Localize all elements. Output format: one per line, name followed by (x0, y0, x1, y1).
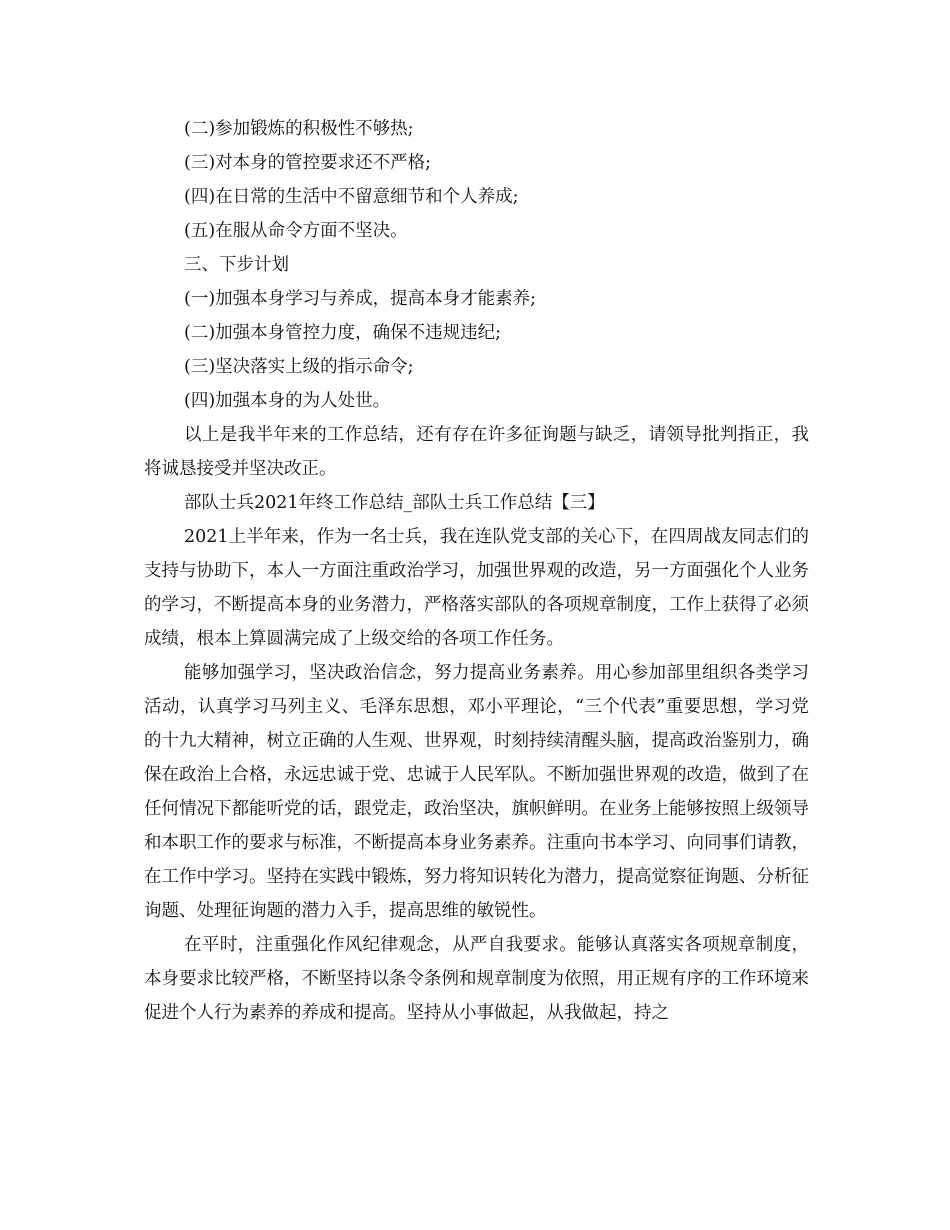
list-item: (四)在日常的生活中不留意细节和个人养成; (184, 187, 519, 207)
list-item: (三)坚决落实上级的指示命令; (184, 357, 414, 377)
list-item: (三)对本身的管控要求还不严格; (184, 153, 432, 173)
list-item: (一)加强本身学习与养成，提高本身才能素养; (184, 289, 537, 309)
conclusion-paragraph: 以上是我半年来的工作总结，还有存在许多征询题与缺乏，请领导批判指正，我将诚恳接受并坚决改正。 (144, 425, 809, 479)
list-item: (二)参加锻炼的积极性不够热; (184, 119, 414, 139)
section-title: 部队士兵2021年终工作总结_部队士兵工作总结【三】 (184, 493, 605, 513)
body-paragraph: 能够加强学习，坚决政治信念，努力提高业务素养。用心参加部里组织各类学习活动，认真学习马列主义、毛泽东思想，邓小平理论，“三个代表”重要思想，学习党的十九大精神，树立正确的人生观、世界观，时刻持续清醒头脑，提高政治鉴别力，确保在政治上合格，永远忠诚于党、忠诚于人民军队。不断加强世界观的改造，做到了在任何情况下都能听党的话，跟党走，政治坚决，旗帜鲜明。在业务上能够按照上级领导和本职工作的要求与标准，不断提高本身业务素养。注重向书本学习、向同事们请教，在工作中学习。坚持在实践中锻炼，努力将知识转化为潜力，提高觉察征询题、分析征询题、处理征询题的潜力入手，提高思维的敏锐性。 (144, 663, 809, 921)
document-page (144, 112, 809, 1030)
body-paragraph: 在平时，注重强化作风纪律观念，从严自我要求。能够认真落实各项规章制度，本身要求比较严格，不断坚持以条令条例和规章制度为依照，用正规有序的工作环境来促进个人行为素养的养成和提高。坚持从小事做起，从我做起，持之 (144, 935, 809, 1023)
body-paragraph: 2021上半年来，作为一名士兵，我在连队党支部的关心下，在四周战友同志们的支持与协助下，本人一方面注重政治学习，加强世界观的改造，另一方面强化个人业务的学习，不断提高本身的业务潜力，严格落实部队的各项规章制度，工作上获得了必须成绩，根本上算圆满完成了上级交给的各项工作任务。 (144, 527, 809, 649)
section-heading: 三、下步计划 (184, 255, 289, 275)
list-item: (四)加强本身的为人处世。 (184, 391, 391, 411)
list-item: (二)加强本身管控力度，确保不违规违纪; (184, 323, 502, 343)
list-item: (五)在服从命令方面不坚决。 (184, 221, 408, 241)
